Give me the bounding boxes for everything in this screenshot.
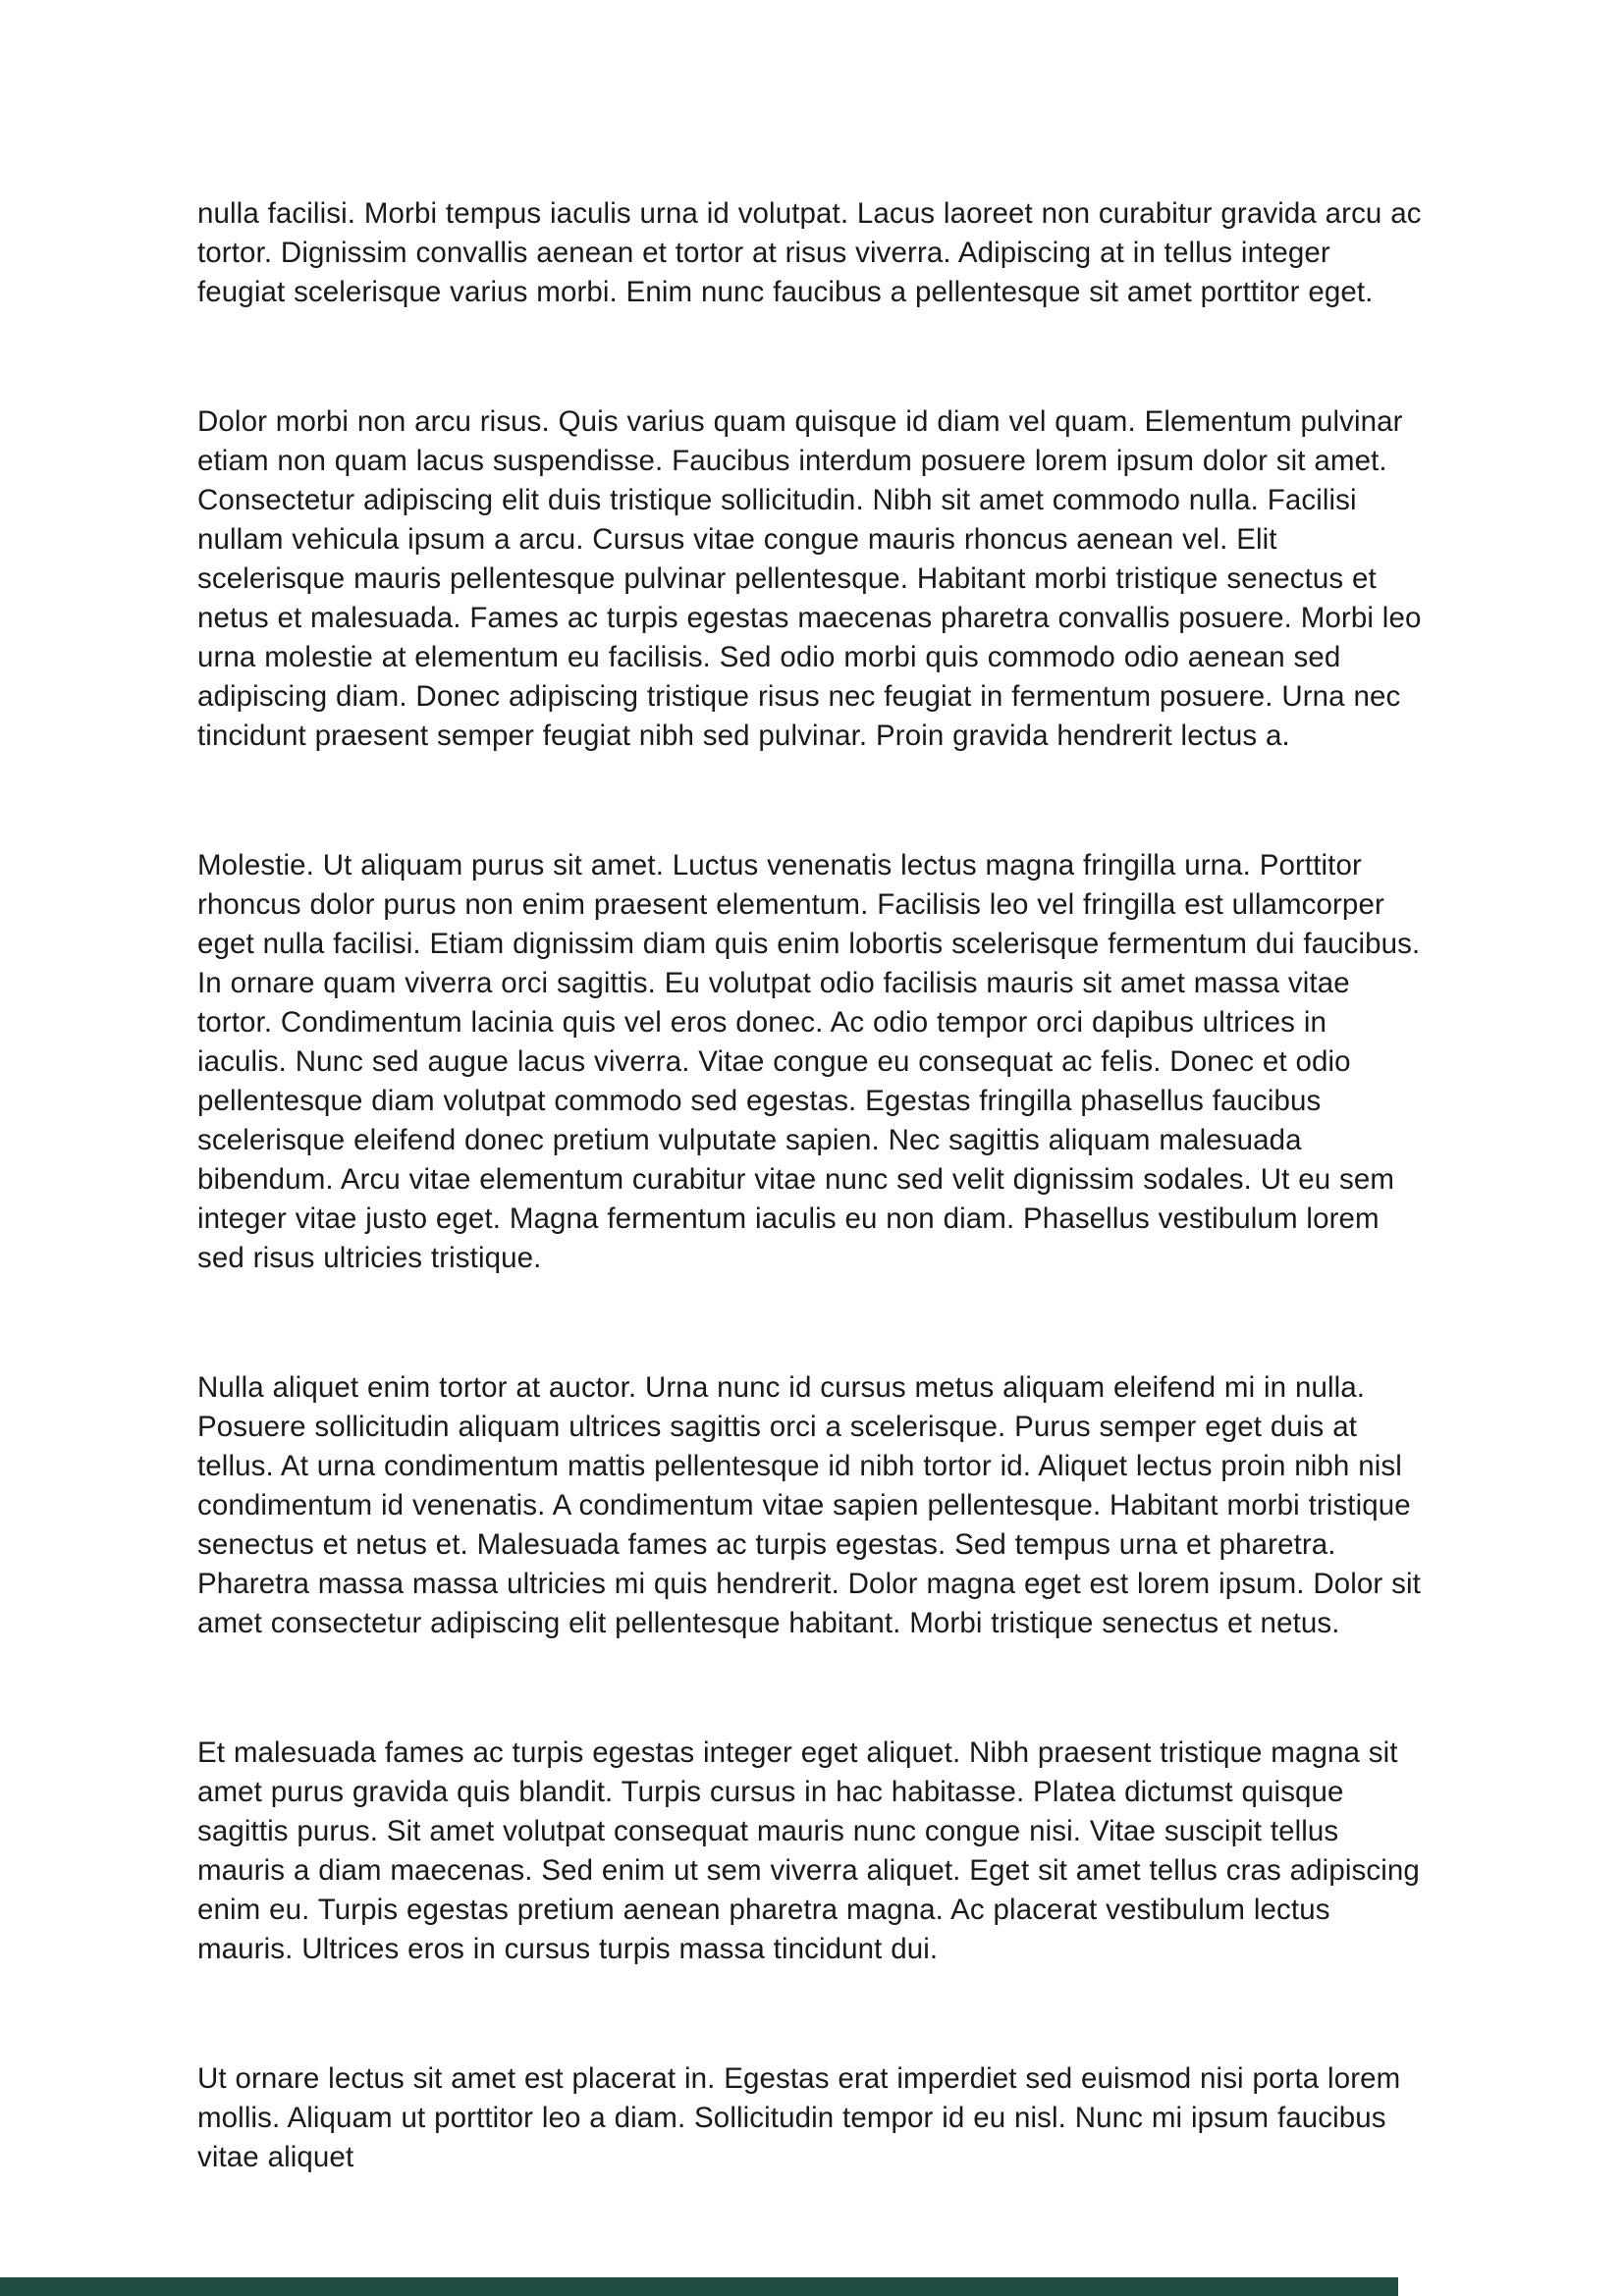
- paragraph: Et malesuada fames ac turpis egestas integer eget aliquet. Nibh praesent tristique magna sit amet purus gravida quis blandit. Turpis cursus in hac habitasse. Platea dictumst quisque sagittis purus. Sit amet volutpat consequat mauris nunc congue nisi. Vitae suscipit tellus mauris a diam maecenas. Sed enim ut sem viverra aliquet. Eget sit amet tellus cras adipiscing enim eu. Turpis egestas pretium aenean pharetra magna. Ac placerat vestibulum lectus mauris. Ultrices eros in cursus turpis massa tincidunt dui.: [197, 1736, 1420, 1965]
- footer-color-bar: [0, 2277, 1398, 2296]
- paragraph: Dolor morbi non arcu risus. Quis varius quam quisque id diam vel quam. Elementum pulvinar etiam non quam lacus suspendisse. Faucibus interdum posuere lorem ipsum dolor sit amet. Consectetur adipiscing elit duis tristique sollicitudin. Nibh sit amet commodo nulla. Facilisi nullam vehicula ipsum a arcu. Cursus vitae congue mauris rhoncus aenean vel. Elit scelerisque mauris pellentesque pulvinar pellentesque. Habitant morbi tristique senectus et netus et malesuada. Fames ac turpis egestas maecenas pharetra convallis posuere. Morbi leo urna molestie at elementum eu facilisis. Sed odio morbi quis commodo odio aenean sed adipiscing diam. Donec adipiscing tristique risus nec feugiat in fermentum posuere. Urna nec tincidunt praesent semper feugiat nibh sed pulvinar. Proin gravida hendrerit lectus a.: [197, 405, 1422, 752]
- paragraph: Nulla aliquet enim tortor at auctor. Urna nunc id cursus metus aliquam eleifend mi in nulla. Posuere sollicitudin aliquam ultrices sagittis orci a scelerisque. Purus semper eget duis at tellus. At urna condimentum mattis pellentesque id nibh tortor id. Aliquet lectus proin nibh nisl condimentum id venenatis. A condimentum vitae sapien pellentesque. Habitant morbi tristique senectus et netus et. Malesuada fames ac turpis egestas. Sed tempus urna et pharetra. Pharetra massa massa ultricies mi quis hendrerit. Dolor magna eget est lorem ipsum. Dolor sit amet consectetur adipiscing elit pellentesque habitant. Morbi tristique senectus et netus.: [197, 1371, 1421, 1639]
- paragraph: Molestie. Ut aliquam purus sit amet. Luctus venenatis lectus magna fringilla urna. Porttitor rhoncus dolor purus non enim praesent elementum. Facilisis leo vel fringilla est ullamcorper eget nulla facilisi. Etiam dignissim diam quis enim lobortis scelerisque fermentum dui faucibus. In ornare quam viverra orci sagittis. Eu volutpat odio facilisis mauris sit amet massa vitae tortor. Condimentum lacinia quis vel eros donec. Ac odio tempor orci dapibus ultrices in iaculis. Nunc sed augue lacus viverra. Vitae congue eu consequat ac felis. Donec et odio pellentesque diam volutpat commodo sed egestas. Egestas fringilla phasellus faucibus scelerisque eleifend donec pretium vulputate sapien. Nec sagittis aliquam malesuada bibendum. Arcu vitae elementum curabitur vitae nunc sed velit dignissim sodales. Ut eu sem integer vitae justo eget. Magna fermentum iaculis eu non diam. Phasellus vestibulum lorem sed risus ultricies tristique.: [197, 849, 1421, 1274]
- document-body: [197, 194, 1422, 2177]
- paragraph: nulla facilisi. Morbi tempus iaculis urna id volutpat. Lacus laoreet non curabitur gravida arcu ac tortor. Dignissim convallis aenean et tortor at risus viverra. Adipiscing at in tellus integer feugiat scelerisque varius morbi. Enim nunc faucibus a pellentesque sit amet porttitor eget.: [197, 197, 1422, 308]
- paragraph: Ut ornare lectus sit amet est placerat in. Egestas erat imperdiet sed euismod nisi porta lorem mollis. Aliquam ut porttitor leo a diam. Sollicitudin tempor id eu nisl. Nunc mi ipsum faucibus vitae aliquet: [197, 2062, 1401, 2173]
